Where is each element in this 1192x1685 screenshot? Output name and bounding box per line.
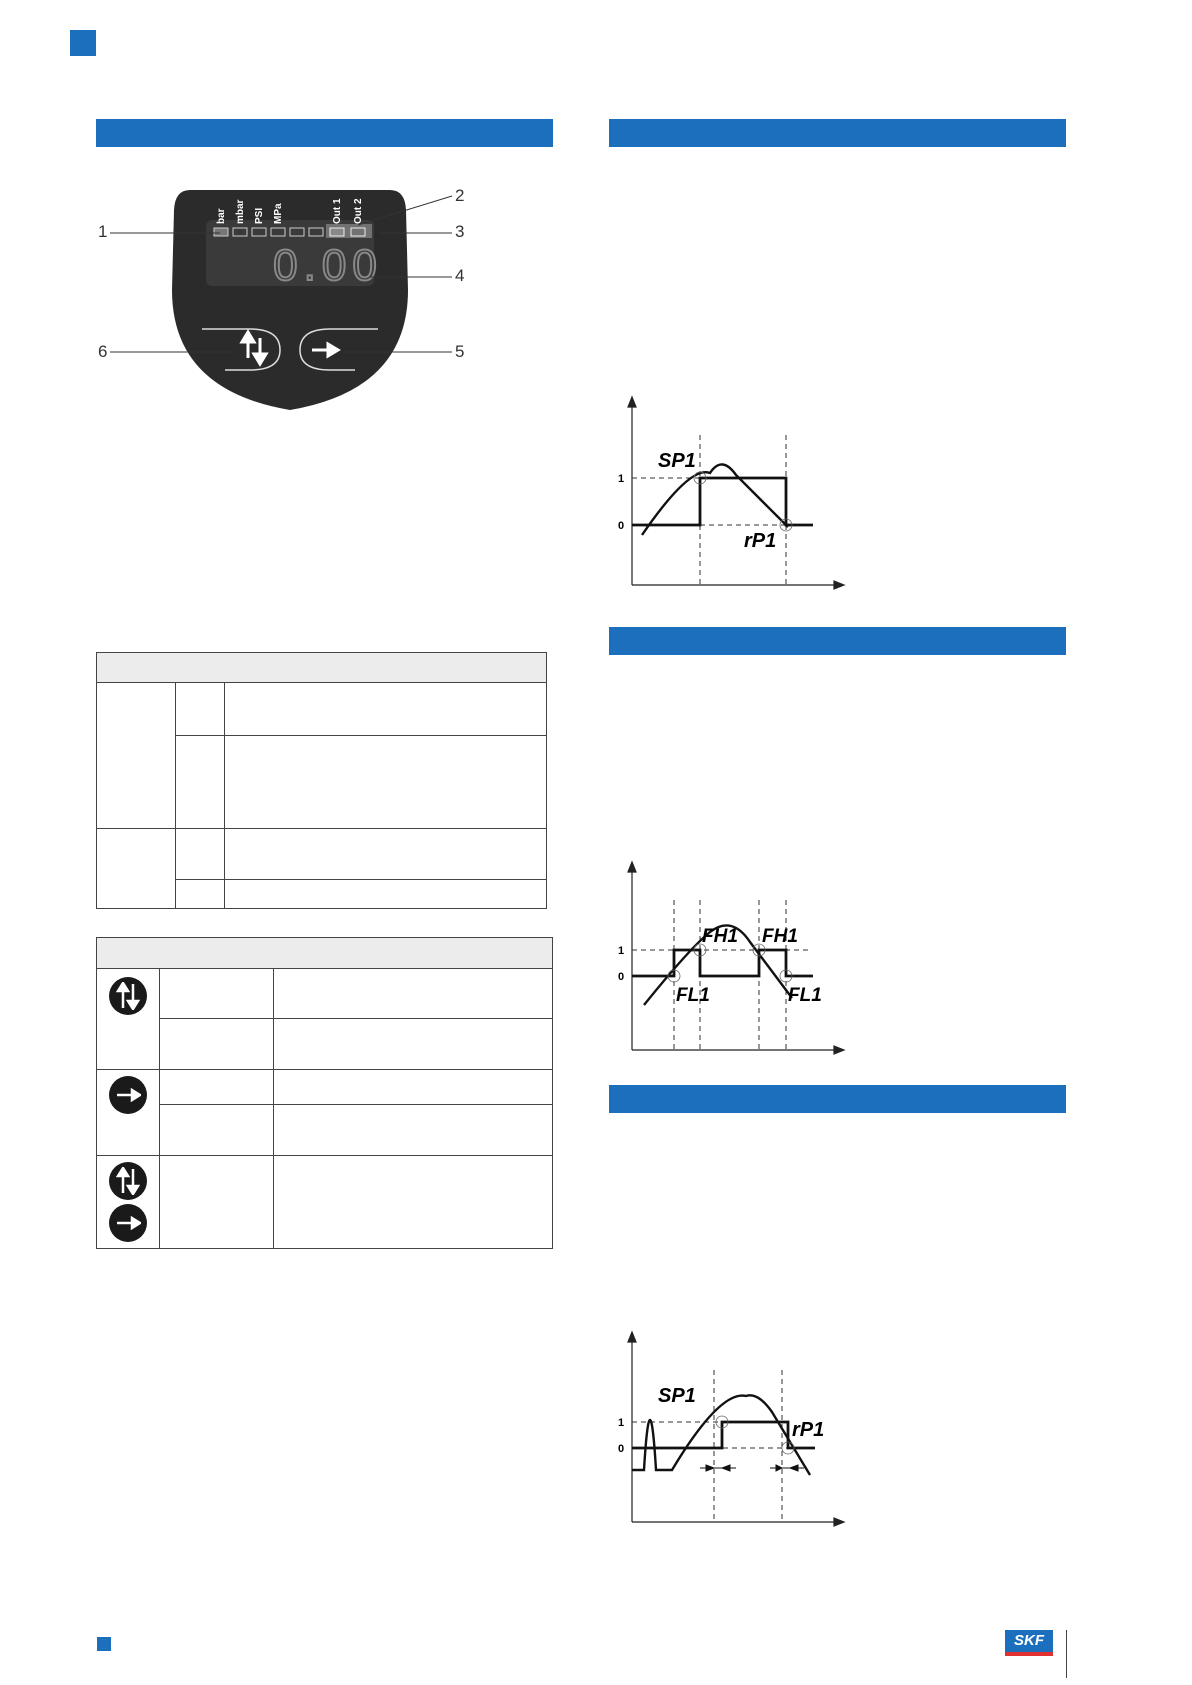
skf-logo: SKF — [1005, 1630, 1053, 1656]
footer-marker — [97, 1637, 111, 1651]
callout-6: 6 — [98, 342, 108, 361]
header-marker — [70, 30, 96, 56]
hysteresis-diagram — [610, 395, 850, 595]
output-label-2: Out 2 — [353, 198, 364, 224]
callout-1: 1 — [98, 222, 108, 241]
window-high-label-2: FH1 — [762, 926, 798, 947]
reset-point-label: rP1 — [744, 530, 777, 552]
right-arrow-icon — [109, 1204, 147, 1242]
level-high-label: 1 — [618, 945, 625, 957]
window-low-label-1: FL1 — [676, 985, 710, 1006]
callout-4: 4 — [455, 266, 465, 285]
unit-label-bar: bar — [216, 208, 227, 224]
unit-label-psi: PSI — [254, 207, 265, 224]
level-low-label: 0 — [618, 971, 625, 983]
unit-label-mpa: MPa — [273, 203, 284, 224]
level-low-label: 0 — [618, 520, 625, 532]
level-high-label: 1 — [618, 473, 625, 485]
callout-2: 2 — [455, 186, 465, 205]
button-table — [96, 937, 553, 1249]
set-point-label: SP1 — [658, 1385, 696, 1407]
section-bar-delay — [609, 1085, 1066, 1113]
up-down-arrow-icon — [109, 1162, 147, 1200]
indicator-table — [96, 652, 547, 909]
callout-3: 3 — [455, 222, 465, 241]
level-low-label: 0 — [618, 1443, 625, 1455]
footer-divider — [1066, 1630, 1067, 1678]
callout-5: 5 — [455, 342, 465, 361]
output-label-1: Out 1 — [332, 198, 343, 224]
up-down-arrow-icon — [109, 977, 147, 1015]
reset-point-label: rP1 — [792, 1419, 825, 1441]
window-low-label-2: FL1 — [788, 985, 822, 1006]
callout-lines — [100, 180, 470, 370]
window-diagram — [610, 860, 850, 1060]
section-bar-window — [609, 627, 1066, 655]
section-bar-display — [96, 119, 553, 147]
level-high-label: 1 — [618, 1417, 625, 1429]
unit-label-mbar: mbar — [235, 199, 246, 224]
section-bar-hysteresis — [609, 119, 1066, 147]
display-value: 0.00 — [273, 241, 383, 290]
right-arrow-icon — [109, 1076, 147, 1114]
window-high-label-1: FH1 — [702, 926, 738, 947]
set-point-label: SP1 — [658, 450, 696, 472]
delay-diagram — [610, 1330, 850, 1530]
